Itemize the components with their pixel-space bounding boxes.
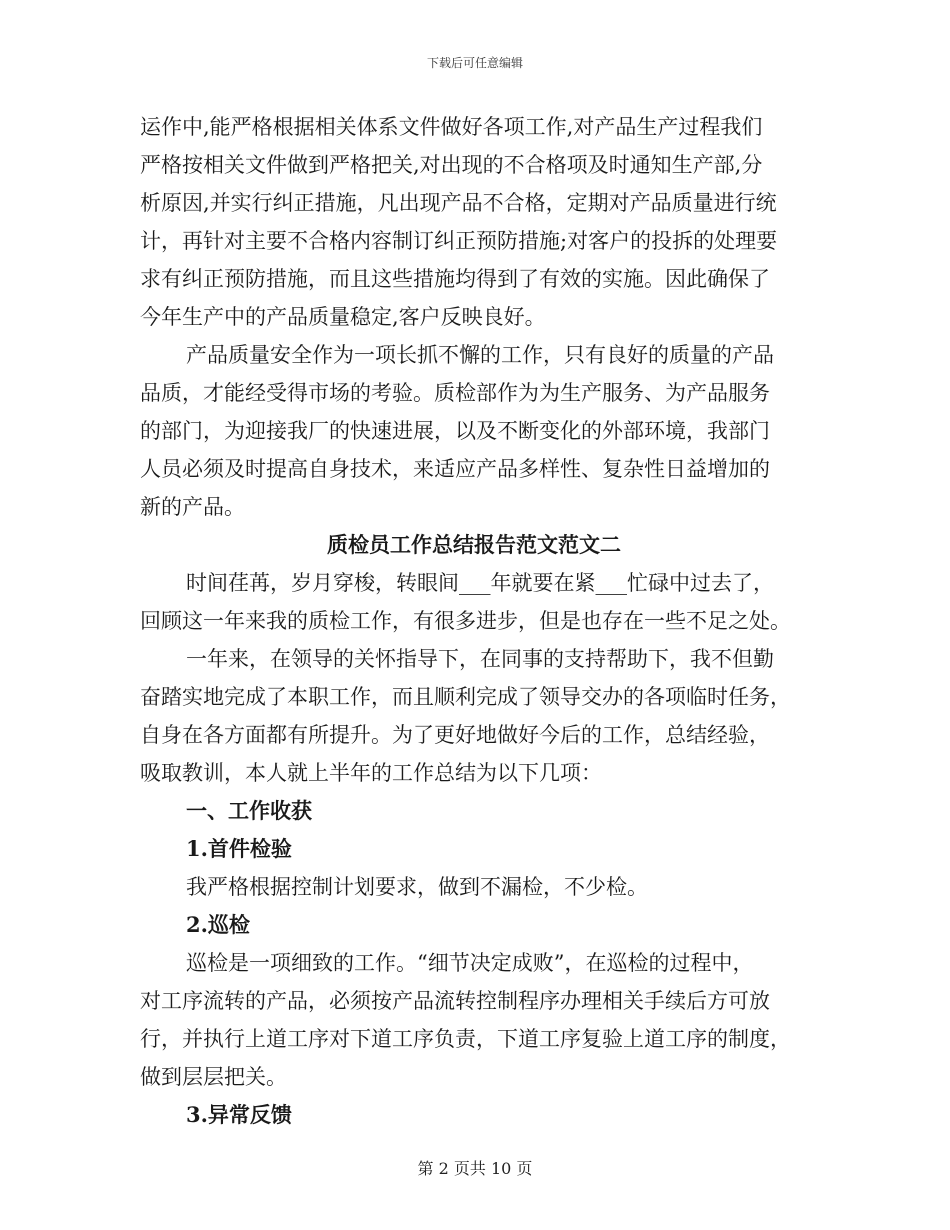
paragraph-line: 奋踏实地完成了本职工作，而且顺利完成了领导交办的各项临时任务， [140, 685, 791, 709]
paragraph-line: 今年生产中的产品质量稳定,客户反映良好。 [140, 305, 546, 329]
subheading: 一、工作收获 [186, 798, 312, 823]
section-title: 质检员工作总结报告范文范文二 [327, 532, 621, 557]
paragraph-line: 自身在各方面都有所提升。为了更好地做好今后的工作，总结经验， [140, 723, 770, 747]
page-header: 下载后可任意编辑 [426, 56, 523, 70]
paragraph-line: 计，再针对主要不合格内容制订纠正预防措施;对客户的投拆的处理要 [140, 229, 778, 253]
paragraph-line: 对工序流转的产品，必须按产品流转控制程序办理相关手续后方可放 [140, 989, 770, 1013]
paragraph-line: 严格按相关文件做到严格把关,对出现的不合格项及时通知生产部,分 [140, 153, 763, 177]
paragraph-line: 运作中,能严格根据相关体系文件做好各项工作,对产品生产过程我们 [140, 115, 763, 139]
paragraph-line: 析原因,并实行纠正措施，凡出现产品不合格，定期对产品质量进行统 [140, 191, 777, 215]
paragraph-line: 品质，才能经受得市场的考验。质检部作为为生产服务、为产品服务 [140, 381, 770, 405]
paragraph-line: 产品质量安全作为一项长抓不懈的工作，只有良好的质量的产品 [186, 343, 774, 367]
subheading: 3.异常反馈 [186, 1102, 292, 1127]
paragraph-line: 吸取教训，本人就上半年的工作总结为以下几项： [140, 761, 602, 785]
paragraph-line: 回顾这一年来我的质检工作，有很多进步，但是也存在一些不足之处。 [140, 609, 791, 633]
paragraph-line: 新的产品。 [140, 495, 245, 519]
paragraph-line: 求有纠正预防措施，而且这些措施均得到了有效的实施。因此确保了 [140, 267, 770, 291]
paragraph-line: 时间荏苒，岁月穿梭，转眼间___年就要在紧___忙碌中过去了， [186, 571, 774, 595]
paragraph-line: 我严格根据控制计划要求，做到不漏检，不少检。 [186, 875, 648, 899]
subheading: 1.首件检验 [186, 836, 292, 861]
paragraph-line: 一年来，在领导的关怀指导下，在同事的支持帮助下，我不但勤 [186, 647, 774, 671]
paragraph-line: 人员必须及时提高自身技术，来适应产品多样性、复杂性日益增加的 [140, 457, 770, 481]
document-body [140, 108, 808, 1134]
page-footer: 第 2 页共 10 页 [417, 1159, 533, 1178]
subheading: 2.巡检 [186, 912, 250, 937]
paragraph-line: 巡检是一项细致的工作。“细节决定成败”，在巡检的过程中， [186, 951, 754, 975]
paragraph-line: 行，并执行上道工序对下道工序负责，下道工序复验上道工序的制度， [140, 1027, 791, 1051]
paragraph-line: 做到层层把关。 [140, 1065, 287, 1089]
paragraph-line: 的部门，为迎接我厂的快速进展，以及不断变化的外部环境，我部门 [140, 419, 770, 443]
